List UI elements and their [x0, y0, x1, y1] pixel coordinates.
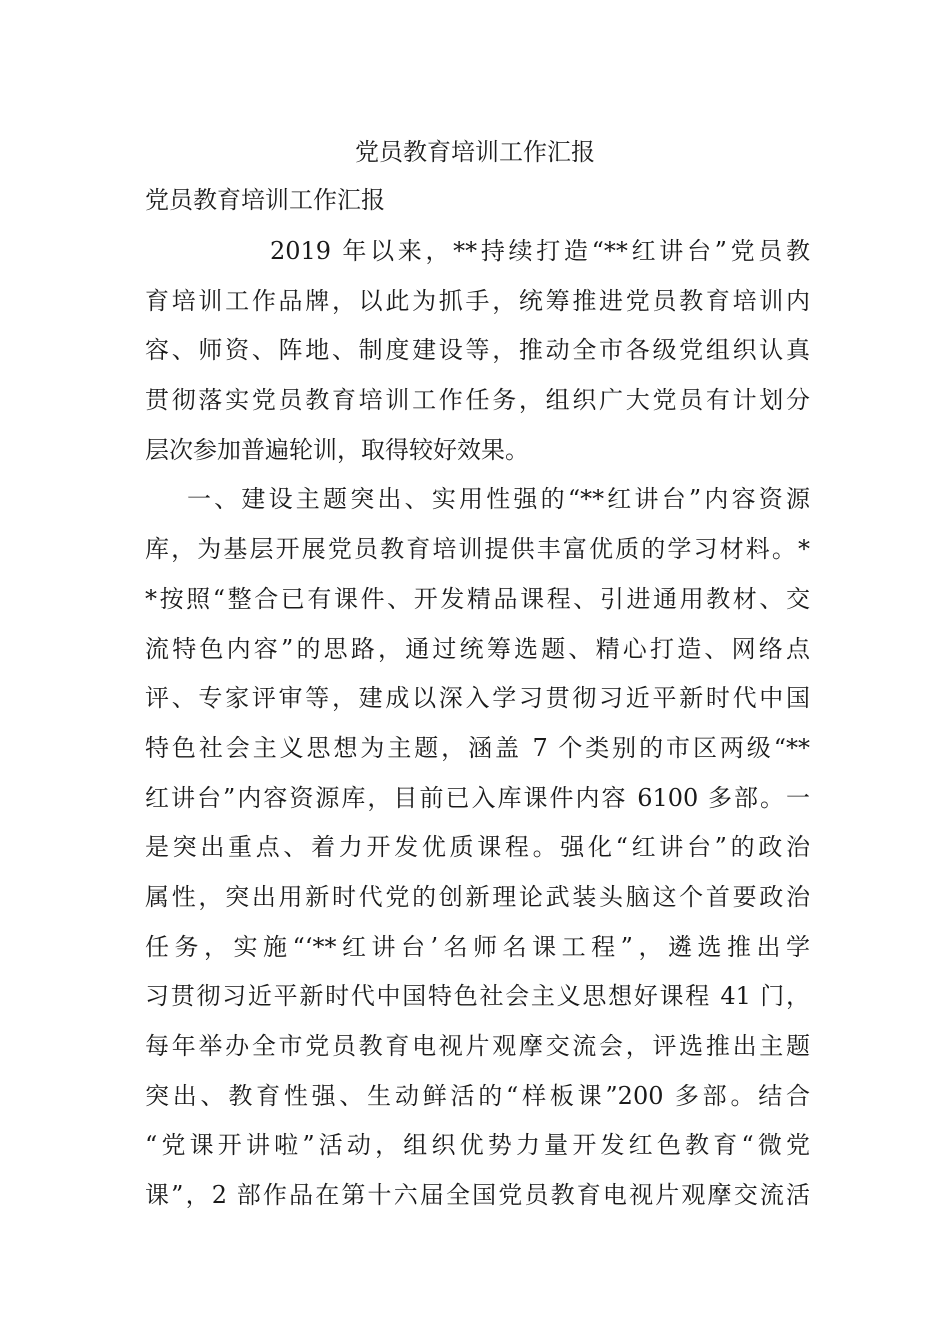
paragraph-line: 容、师资、阵地、制度建设等，推动全市各级党组织认真: [145, 336, 810, 365]
paragraph-line: “党课开讲啦”活动，组织优势力量开发红色教育“微党: [145, 1131, 810, 1160]
paragraph-line: 课”，2 部作品在第十六届全国党员教育电视片观摩交流活: [145, 1181, 810, 1210]
paragraph-line: 是突出重点、着力开发优质课程。强化“红讲台”的政治: [145, 833, 810, 862]
paragraph-line: 流特色内容”的思路，通过统筹选题、精心打造、网络点: [145, 634, 810, 663]
paragraph-line: 育培训工作品牌，以此为抓手，统筹推进党员教育培训内: [145, 286, 810, 315]
paragraph-line: 习贯彻习近平新时代中国特色社会主义思想好课程 41 门，: [145, 982, 810, 1011]
paragraph-line: 一、建设主题突出、实用性强的“**红讲台”内容资源: [187, 485, 810, 514]
document-subtitle: 党员教育培训工作汇报: [145, 186, 385, 214]
paragraph-line: 任务，实施“‘**红讲台’名师名课工程”，遴选推出学: [145, 932, 810, 961]
paragraph-line: 红讲台”内容资源库，目前已入库课件内容 6100 多部。一: [145, 783, 810, 812]
paragraph-line: 层次参加普遍轮训，取得较好效果。: [145, 435, 529, 464]
paragraph-line: 贯彻落实党员教育培训工作任务，组织广大党员有计划分: [145, 386, 810, 415]
paragraph-line: 2019 年以来，**持续打造“**红讲台”党员教: [270, 237, 810, 265]
paragraph-line: *按照“整合已有课件、开发精品课程、引进通用教材、交: [145, 584, 810, 613]
paragraph-line: 属性，突出用新时代党的创新理论武装头脑这个首要政治: [145, 882, 810, 911]
paragraph-line: 评、专家评审等，建成以深入学习贯彻习近平新时代中国: [145, 684, 810, 713]
paragraph-line: 库，为基层开展党员教育培训提供丰富优质的学习材料。*: [145, 535, 810, 564]
paragraph-line: 每年举办全市党员教育电视片观摩交流会，评选推出主题: [145, 1032, 810, 1060]
paragraph-line: 突出、教育性强、生动鲜活的“样板课”200 多部。结合: [145, 1081, 810, 1110]
paragraph-line: 特色社会主义思想为主题，涵盖 7 个类别的市区两级“**: [145, 733, 810, 762]
document-body: [145, 230, 810, 1224]
document-title: 党员教育培训工作汇报: [355, 138, 595, 166]
